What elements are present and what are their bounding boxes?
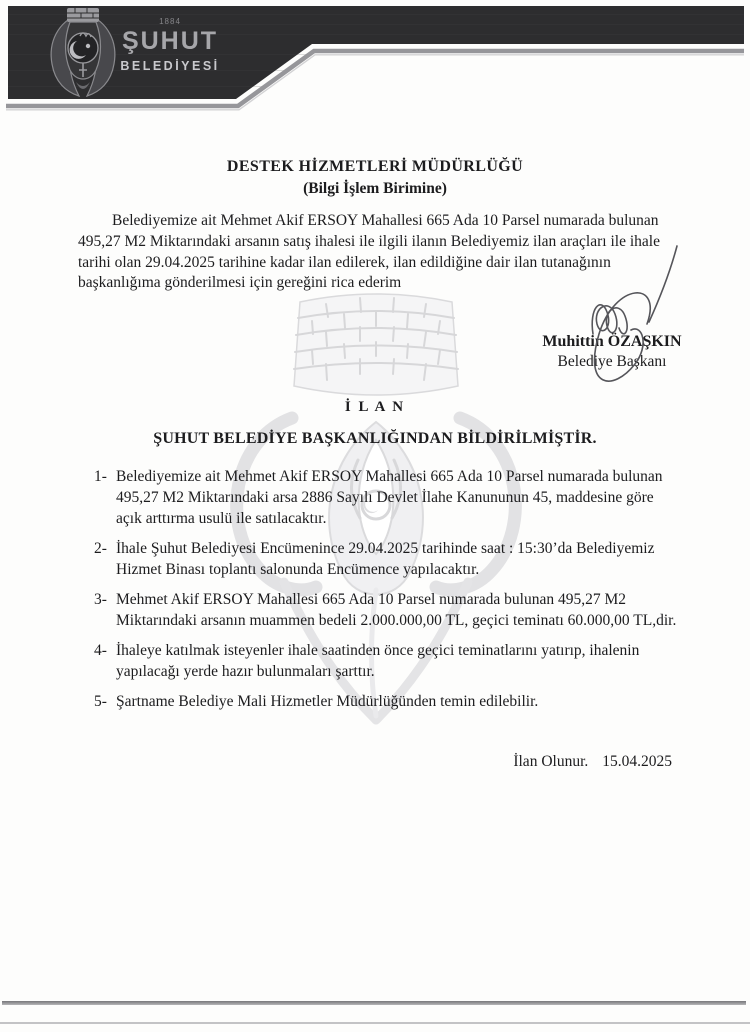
logo-subname: BELEDİYESİ [120, 59, 220, 73]
logo-name: ŞUHUT [121, 27, 219, 55]
footer-rule-thin [0, 1022, 750, 1024]
list-item [94, 640, 678, 682]
logo-text-block [120, 18, 220, 73]
signer-title: Belediye Başkanı [557, 353, 667, 371]
item-number: 2- [94, 540, 107, 557]
item-text: Mehmet Akif ERSOY Mahallesi 665 Ada 10 Parsel numarada bulunan 495,27 M2 Miktarındaki arsanın muammen bedeli 2.000.000,00 TL, geçici teminatı 60.000,00 TL,dir. [116, 591, 677, 629]
item-text: İhale Şuhut Belediyesi Encümenince 29.04.2025 tarihinde saat : 15:30’da Belediyemiz Hizmet Binası toplantı salonunda Encümence yapılacaktır. [116, 540, 655, 578]
handwritten-signature [545, 242, 695, 392]
list-item [94, 691, 678, 712]
item-text: Şartname Belediye Mali Hizmetler Müdürlüğünden temin edilebilir. [116, 693, 539, 710]
announcement-items [94, 466, 678, 721]
logo-year: 1884 [159, 17, 181, 26]
closing-line [513, 753, 672, 771]
item-text: Belediyemize ait Mehmet Akif ERSOY Mahallesi 665 Ada 10 Parsel numarada bulunan 495,27 M2 Miktarındaki arsa 2886 Sayılı Devlet İlahe Kanununun 45, maddesine göre açık arttırma usulü ile satılacaktır. [116, 468, 663, 527]
closing-text: İlan Olunur. [513, 753, 589, 770]
list-item [94, 466, 678, 529]
item-number: 1- [94, 468, 107, 485]
item-number: 3- [94, 591, 107, 608]
signer-name: Muhittin ÖZAŞKIN [542, 333, 682, 350]
footer-rule-thick [2, 1001, 746, 1005]
intro-paragraph: Belediyemize ait Mehmet Akif ERSOY Mahallesi 665 Ada 10 Parsel numarada bulunan 495,27 M2 Miktarındaki arsanın satış ihalesi ile ilgili ilanın Belediyemiz ilan araçları ile ihale tarihi olan 29.04.2025 tarihine kadar ilan edilerek, ilan edildiğine dair ilan tutanağının başkanlığıma gönderilmesi için gereğini rica ederim [78, 212, 660, 292]
list-item [94, 538, 678, 580]
header-band [0, 0, 750, 125]
announcement-subheading: ŞUHUT BELEDİYE BAŞKANLIĞINDAN BİLDİRİLMİŞTİR. [153, 430, 597, 447]
department-subtitle: (Bilgi İşlem Birimine) [303, 180, 447, 197]
department-title: DESTEK HİZMETLERİ MÜDÜRLÜĞÜ [226, 158, 524, 175]
closing-date: 15.04.2025 [602, 753, 672, 770]
item-text: İhaleye katılmak isteyenler ihale saatinden önce geçici teminatlarını yatırıp, ihalenin yapılacağı yerde hazır bulunmaları şarttır. [116, 642, 640, 680]
announcement-heading: İ L A N [344, 399, 406, 415]
item-number: 4- [94, 642, 107, 659]
list-item [94, 589, 678, 631]
item-number: 5- [94, 693, 107, 710]
